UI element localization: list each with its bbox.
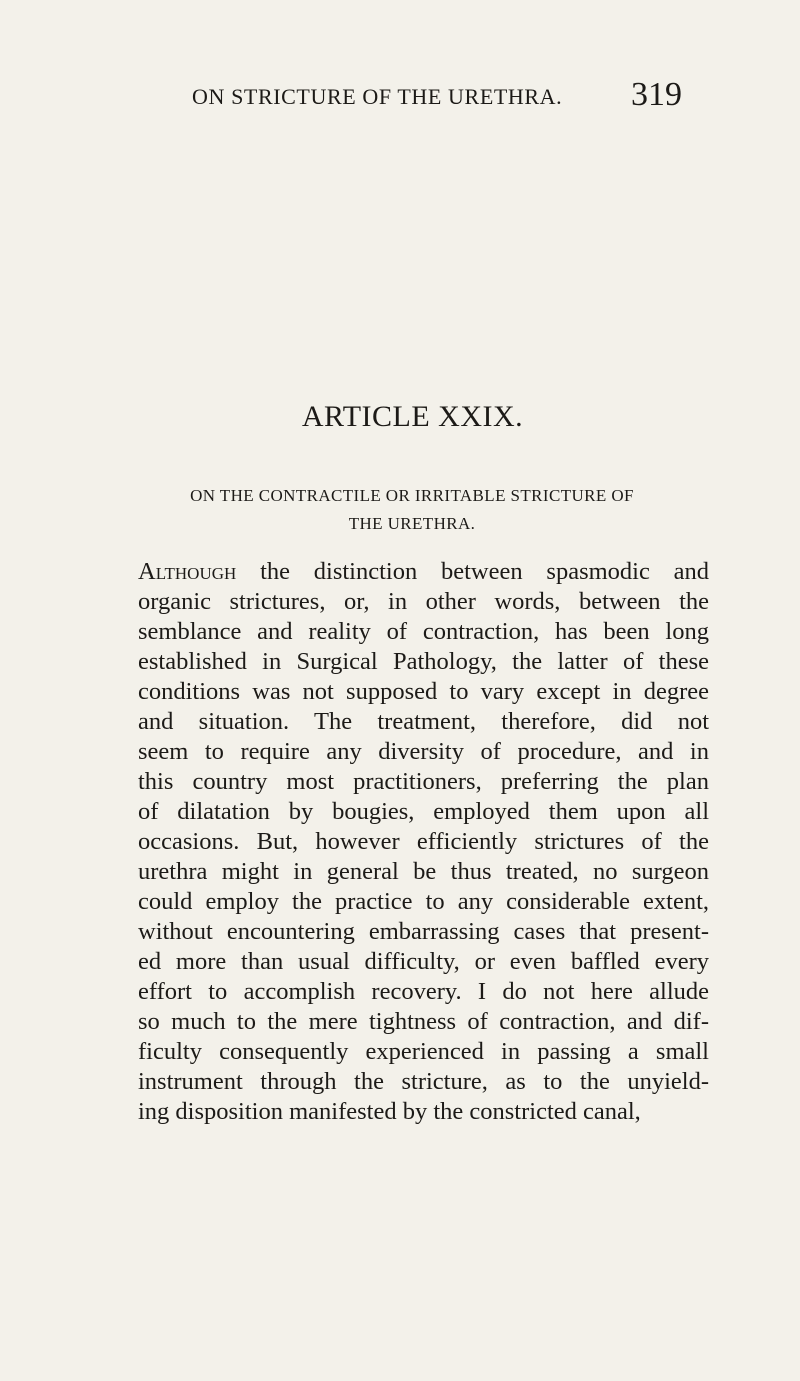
- paragraph-line: ing disposition manifested by the constricted canal,: [138, 1098, 641, 1125]
- paragraph-line: ficulty consequently experienced in passing a small: [138, 1038, 709, 1065]
- paragraph-line: so much to the mere tightness of contraction, and dif-: [138, 1008, 709, 1035]
- paragraph-line: and situation. The treatment, therefore, did not: [138, 708, 709, 735]
- paragraph-line: occasions. But, however efficiently strictures of the: [138, 828, 709, 855]
- paragraph-line: ed more than usual difficulty, or even baffled every: [138, 948, 709, 975]
- paragraph-line: conditions was not supposed to vary except in degree: [138, 678, 709, 705]
- article-subtitle-line: ON THE CONTRACTILE OR IRRITABLE STRICTURE OF: [190, 486, 634, 505]
- opening-word: Although: [138, 558, 237, 585]
- first-line-text: the distinction between spasmodic and: [236, 558, 709, 585]
- article-subtitle-line: THE URETHRA.: [348, 514, 476, 533]
- paragraph-line: instrument through the stricture, as to the unyield-: [138, 1068, 709, 1095]
- body-paragraph: [138, 557, 709, 1127]
- paragraph-line: seem to require any diversity of procedure, and in: [138, 738, 709, 765]
- paragraph-line: semblance and reality of contraction, has been long: [138, 618, 709, 645]
- paragraph-line: [138, 557, 709, 587]
- paragraph-line: effort to accomplish recovery. I do not here allude: [138, 978, 709, 1005]
- paragraph-line: organic strictures, or, in other words, between the: [138, 588, 709, 615]
- paragraph-line: could employ the practice to any considerable extent,: [138, 888, 709, 915]
- article-heading: ARTICLE XXIX.: [301, 400, 524, 433]
- running-head: [192, 76, 682, 116]
- running-head-title: ON STRICTURE OF THE URETHRA.: [192, 84, 563, 109]
- article-subtitle: [0, 482, 800, 538]
- page-number: 319: [631, 76, 682, 113]
- paragraph-line: established in Surgical Pathology, the latter of these: [138, 648, 709, 675]
- paragraph-line: of dilatation by bougies, employed them upon all: [138, 798, 709, 825]
- paragraph-line: this country most practitioners, preferring the plan: [138, 768, 709, 795]
- paragraph-line: without encountering embarrassing cases that present-: [138, 918, 709, 945]
- paragraph-line: urethra might in general be thus treated, no surgeon: [138, 858, 709, 885]
